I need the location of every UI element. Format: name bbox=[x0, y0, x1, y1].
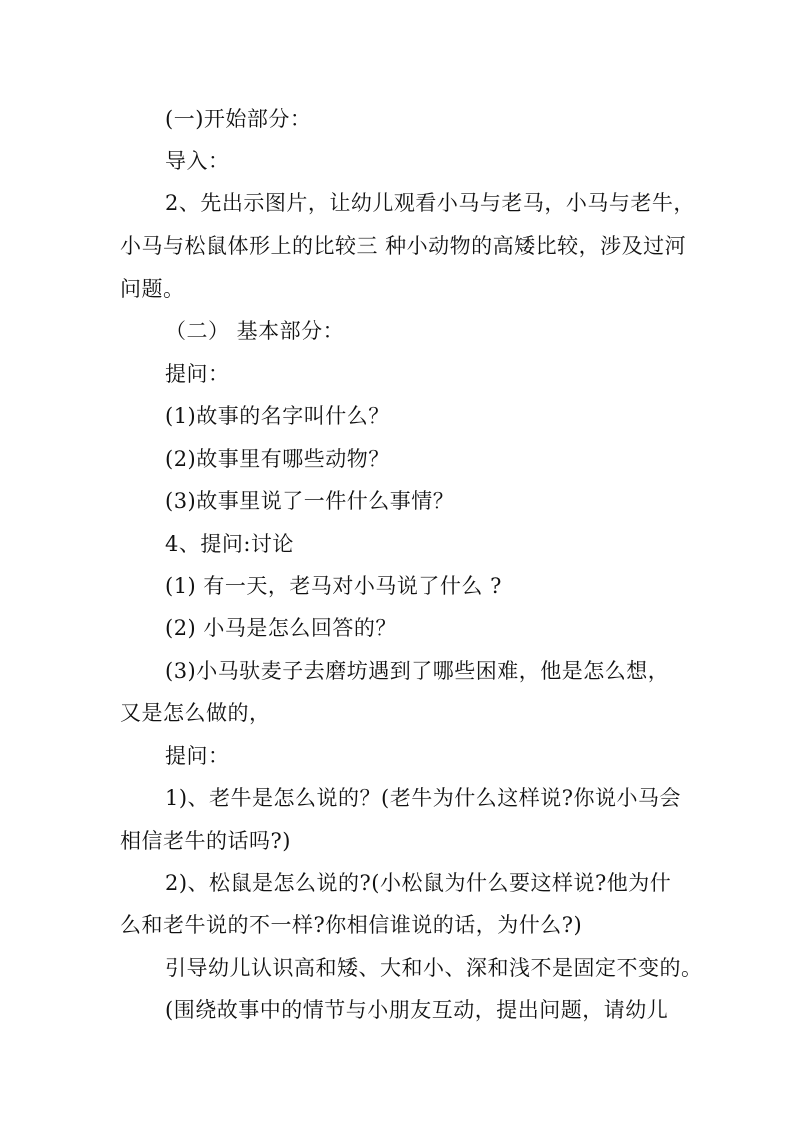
subheading-discussion: 4、提问:讨论 bbox=[165, 532, 294, 556]
section-heading-opening: (一)开始部分： bbox=[165, 107, 312, 131]
subheading-questions: 提问： bbox=[165, 362, 230, 386]
list-item: 1)、老牛是怎么说的？(老牛为什么这样说?你说小马会 bbox=[165, 786, 682, 810]
paragraph-line: (围绕故事中的情节与小朋友互动，提出问题，请幼儿 bbox=[165, 998, 669, 1022]
paragraph-line: 引导幼儿认识高和矮、大和小、深和浅不是固定不变的。 bbox=[165, 956, 703, 980]
list-item-continuation: 又是怎么做的， bbox=[120, 701, 271, 725]
list-item-continuation: 相信老牛的话吗?) bbox=[120, 829, 291, 853]
list-item: (1) 有一天，老马对小马说了什么 ? bbox=[165, 574, 502, 598]
list-item: (2)故事里有哪些动物？ bbox=[165, 447, 390, 471]
paragraph-line: 问题。 bbox=[120, 277, 185, 301]
subheading-questions: 提问： bbox=[165, 744, 230, 768]
list-item: (3)小马驮麦子去磨坊遇到了哪些困难，他是怎么想， bbox=[165, 659, 670, 683]
list-item: (3)故事里说了一件什么事情？ bbox=[165, 489, 455, 513]
list-item: (1)故事的名字叫什么？ bbox=[165, 404, 390, 428]
paragraph-line: 小马与松鼠体形上的比较三 种小动物的高矮比较，涉及过河 bbox=[120, 234, 687, 258]
list-item: (2) 小马是怎么回答的？ bbox=[165, 616, 397, 640]
list-item-continuation: 么和老牛说的不一样?你相信谁说的话，为什么?) bbox=[120, 913, 583, 937]
subheading-introduction: 导入： bbox=[165, 149, 230, 173]
paragraph-line: 2、先出示图片，让幼儿观看小马与老马，小马与老牛， bbox=[165, 191, 695, 215]
section-heading-basic: （二） 基本部分： bbox=[165, 319, 345, 343]
list-item: 2)、松鼠是怎么说的?(小松鼠为什么要这样说?他为什 bbox=[165, 871, 672, 895]
